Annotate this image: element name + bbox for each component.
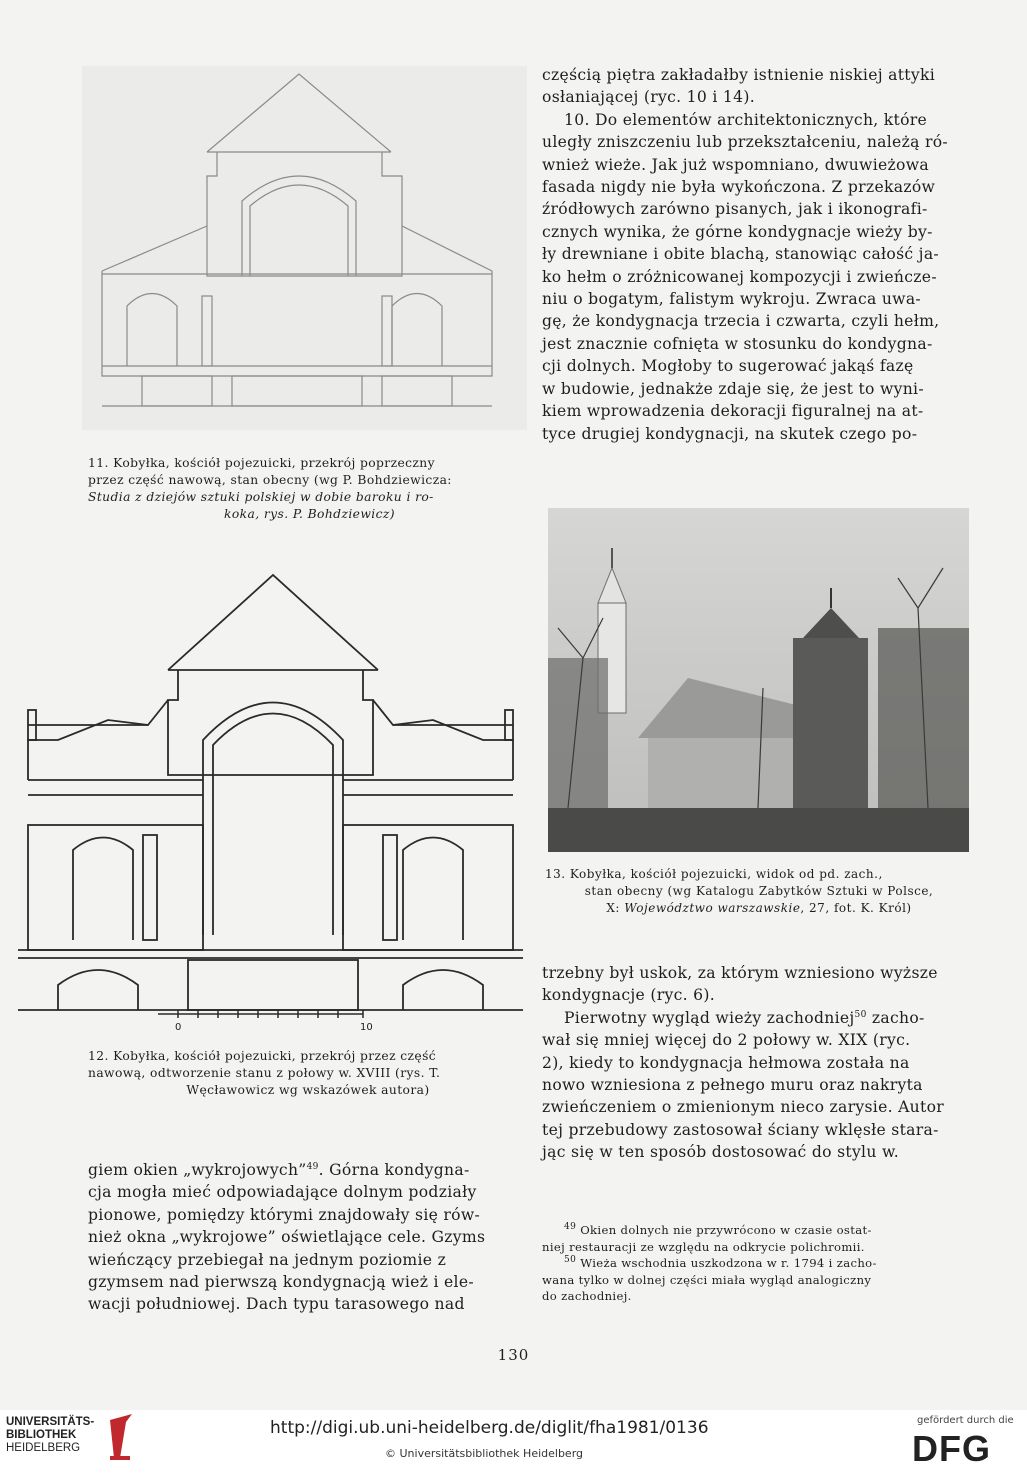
permalink-url[interactable]: http://digi.ub.uni-heidelberg.de/diglit/fha1981/0136 <box>270 1418 709 1438</box>
figure-11-section-drawing <box>82 66 527 430</box>
scale-label-end: 10 <box>360 1022 373 1033</box>
library-logo-icon <box>106 1412 138 1462</box>
page-number: 130 <box>497 1346 530 1364</box>
figure-12-caption: 12. Kobyłka, kościół pojezuicki, przekrój przez część nawową, odtworzenie stanu z połowy w. XVIII (rys. T. Węcławowicz wg wskazówek autora) <box>88 1049 441 1097</box>
right-column-top-text: częścią piętra zakładałby istnienie niskiej attyki osłaniającej (ryc. 10 i 14). 10. Do elementów architektonicznych, które uległy zniszczeniu lub przekształceniu, należą ró- wnież wieże. Jak już wspomniano, dwuwieżowa fasada nigdy nie była wykończona. Z przekazów źródłowych zarówno pisanych, jak i ikonografi- cznych wynika, że górne kondygnacje wieży by- ły drewniane i obite blachą, stanowiąc całość ja- ko hełm o zróżnicowanej kompozycji i zwieńcze- niu o bogatym, falistym wykroju. Zwraca uwa- gę, że kondygnacja trzecia i czwarta, czyli hełm, jest znacznie cofnięta w stosunku do kondygna- cji dolnych. Mogłoby to sugerować jakąś fazę w budowie, jednakże zdaje się, że jest to wyni- kiem wprowadzenia dekoracji figuralnej na at- tyce drugiej kondygnacji, na skutek czego po- <box>542 66 948 443</box>
copyright-notice: © Universitätsbibliothek Heidelberg <box>385 1447 584 1460</box>
left-column-bottom-text: giem okien „wykrojowych”$^{49}$. Górna kondygna- cja mogła mieć odpowiadające dolnym podziały pionowe, pomiędzy którymi znajdowały się rów- nież okna „wykrojowe” oświetlające cele. Gzyms wieńczący przebiegał na jednym poziomie z gzymsem nad pierwszą kondygnacją wież i ele- wacji południowej. Dach typu tarasowego nad <box>88 1161 486 1314</box>
right-column-bottom-text: trzebny był uskok, za którym wzniesiono wyższe kondygnacje (ryc. 6). Pierwotny wygląd wieży zachodniej$^{50}$ zacho- wał się mniej więcej do 2 połowy w. XIX (ryc. 2), kiedy to kondygnacja hełmowa została na nowo wzniesiona z pełnego muru oraz nakryta zwieńczeniem o zmienionym nieco zarysie. Autor tej przebudowy zastosował ściany wklęsłe stara- jąc się w ten sposób dostosować do stylu w. <box>542 964 945 1162</box>
figure-13-photograph <box>548 508 969 852</box>
footnote-ref-50: 50 <box>854 1009 867 1020</box>
figure-11-caption: 11. Kobyłka, kościół pojezuicki, przekrój poprzeczny przez część nawową, stan obecny (wg P. Bohdziewicza: Studia z dziejów sztuki polskiej w dobie baroku i ro- koka, rys. P. Bohdziewicz) <box>88 456 452 521</box>
dfg-logo: DFG <box>912 1428 991 1469</box>
footnotes: $^{49}$ Okien dolnych nie przywrócono w czasie ostat- niej restauracji ze względu na odkrycie polichromii. $^{50}$ Wieża wschodnia uszkodzona w r. 1794 i zacho- wana tylko w dolnej części miała wygląd analogiczny do zachodniej. <box>542 1222 877 1303</box>
funding-note: gefördert durch die <box>917 1415 1014 1426</box>
figure-13-caption: 13. Kobyłka, kościół pojezuicki, widok od pd. zach., stan obecny (wg Katalogu Zabytków Sztuki w Polsce, X: Województwo warszawskie, 27, fot. K. Król) <box>545 867 934 915</box>
figure-12-reconstruction-drawing <box>18 570 523 1040</box>
library-logo-text: UNIVERSITÄTS- BIBLIOTHEK HEIDELBERG <box>6 1416 95 1454</box>
footnote-ref-49: 49 <box>306 1161 319 1172</box>
scale-label-start: 0 <box>175 1022 182 1033</box>
